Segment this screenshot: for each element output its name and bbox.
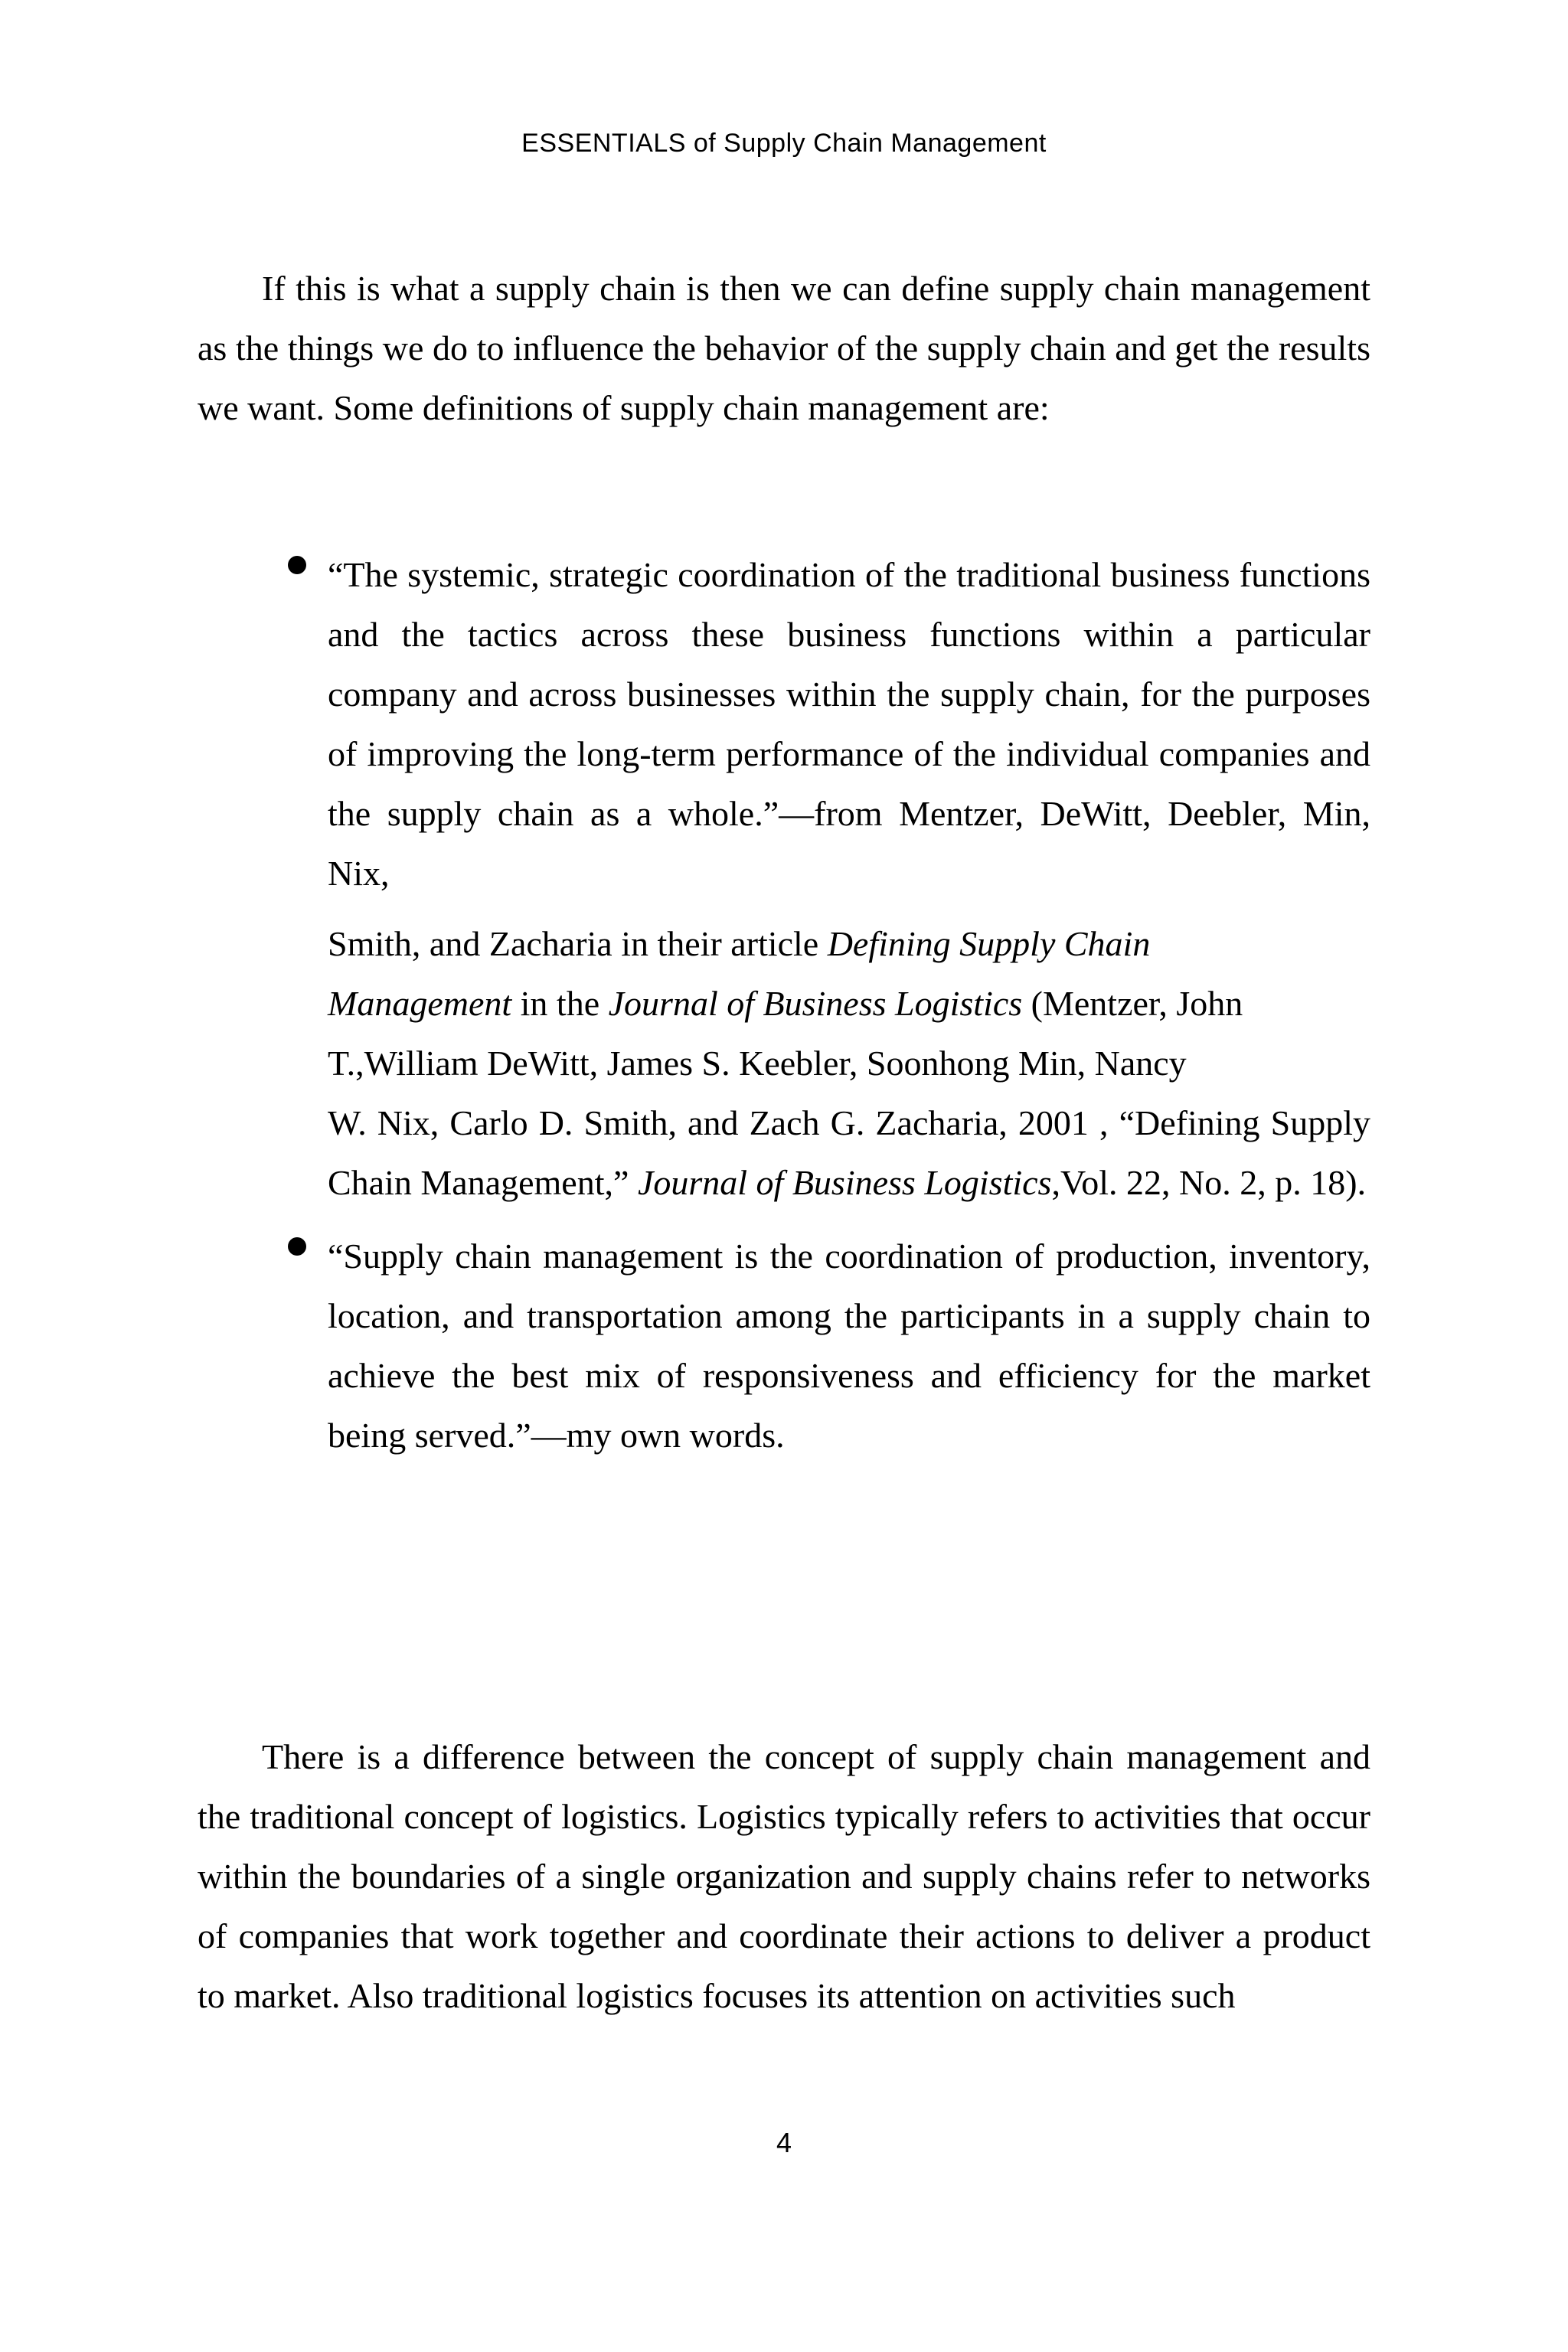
citation-text: ,Vol. 22, No. 2, p. 18).	[1051, 1163, 1367, 1202]
bullet-icon	[288, 556, 306, 574]
citation-line-1	[328, 914, 1370, 974]
difference-paragraph	[198, 1727, 1370, 2026]
citation-text: Smith, and Zacharia in their article	[328, 924, 828, 963]
citation-text: (Mentzer, John	[1022, 984, 1243, 1023]
citation-line-4	[328, 1093, 1370, 1213]
citation-line-2	[328, 974, 1370, 1034]
page-number: 4	[776, 2127, 792, 2158]
intro-paragraph-text: If this is what a supply chain is then we can define supply chain management as the things we do to influence the behavior of the supply chain and get the results we want. Some definitions of supply chain management are:	[198, 269, 1370, 427]
running-header-caps: ESSENTIALS	[521, 129, 686, 158]
citation-line-3: T.,William DeWitt, James S. Keebler, Soonhong Min, Nancy	[328, 1044, 1187, 1083]
definition-quote-2: “Supply chain management is the coordination of production, inventory, location, and transportation among the participants in a supply chain to achieve the best mix of responsiveness and efficiency for the market being served.”—my own words.	[328, 1236, 1370, 1455]
definition-quote-1: “The systemic, strategic coordination of the traditional business functions and the tactics across these business functions within a particular company and across businesses within the supply chain, for the purposes of improving the long-term performance of the individual companies and the supply chain as a whole.”—from Mentzer, DeWitt, Deebler, Min, Nix,	[328, 555, 1370, 893]
definition-item-1	[283, 545, 1370, 1213]
running-header	[0, 129, 1568, 158]
citation-journal-title: Journal of Business Logistics	[637, 1163, 1052, 1202]
citation-text: in the	[511, 984, 609, 1023]
running-header-rest: of Supply Chain Management	[693, 129, 1047, 158]
citation-text: W. Nix, Carlo D. Smith, and Zach G. Zacharia, 2001 , “Defining Supply Chain Management,”	[328, 1103, 1370, 1202]
intro-paragraph	[198, 259, 1370, 438]
definitions-list	[283, 545, 1370, 1465]
difference-paragraph-text: There is a difference between the concept of supply chain management and the traditional concept of logistics. Logistics typically refers to activities that occur within the boundaries of a single organization and supply chains refer to networks of companies that work together and coordinate their actions to deliver a product to market. Also traditional logistics focuses its attention on activities such	[198, 1737, 1370, 2015]
citation-journal-title: Journal of Business Logistics	[608, 984, 1023, 1023]
citation-article-title: Defining Supply Chain	[827, 924, 1151, 963]
definition-item-2	[283, 1227, 1370, 1465]
citation-article-title-cont: Management	[328, 984, 512, 1023]
bullet-icon	[288, 1237, 306, 1256]
definition-citation	[328, 914, 1370, 1213]
